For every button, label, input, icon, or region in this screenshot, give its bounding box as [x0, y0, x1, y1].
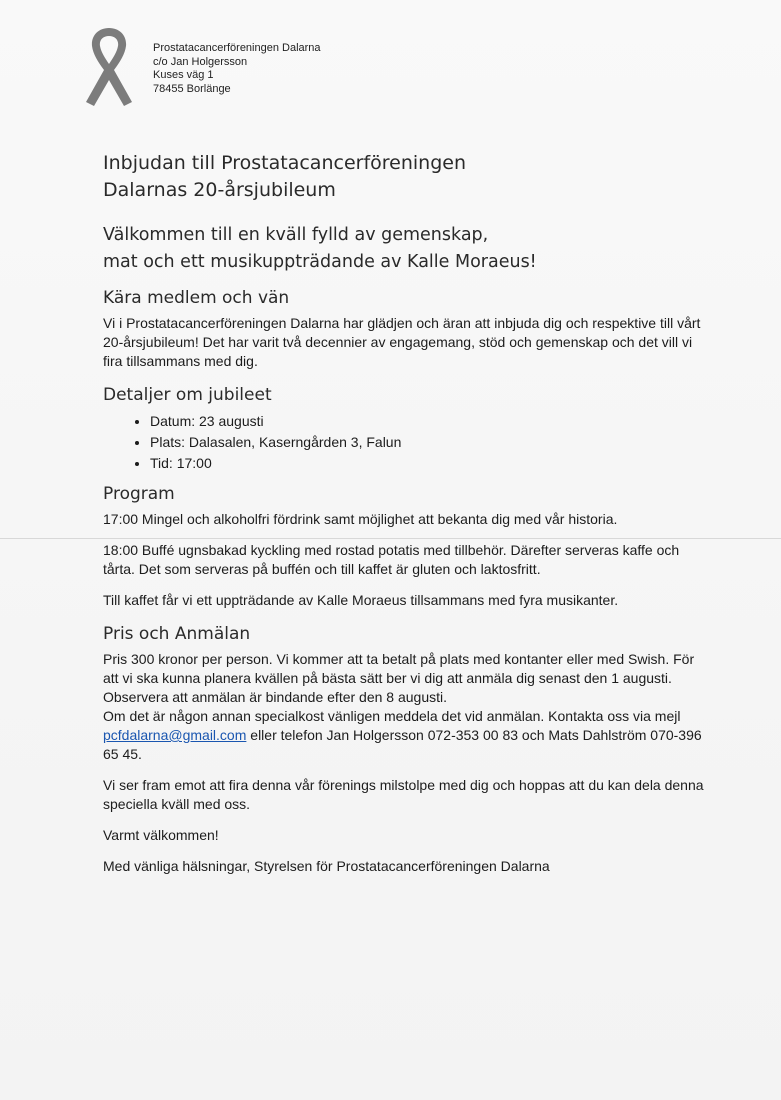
contact-text-before: Om det är någon annan specialkost vänligen meddela det vid anmälan. Kontakta oss via mejl — [103, 708, 681, 724]
welcome-lead — [103, 222, 713, 276]
program-item-buffet: 18:00 Buffé ugnsbakad kyckling med rostad potatis med tillbehör. Därefter serveras kaffe och tårta. Det som serveras på buffén och till kaffet är gluten och laktosfritt. — [103, 542, 680, 577]
contact-paragraph — [103, 707, 713, 764]
program-item-performance: Till kaffet får vi ett uppträdande av Kalle Moraeus tillsammans med fyra musikanter. — [103, 592, 619, 608]
letter-body — [103, 150, 713, 888]
title-line-1: Inbjudan till Prostatacancerföreningen — [103, 152, 466, 174]
lead-line-2: mat och ett musikuppträdande av Kalle Moraeus! — [103, 252, 537, 272]
price-paragraph: Pris 300 kronor per person. Vi kommer att ta betalt på plats med kontanter eller med Swish. För att vi ska kunna planera kvällen på bästa sätt ber vi dig att anmäla dig senast den 1 augusti. Observera att anmälan är bindande efter den 8 augusti. — [103, 651, 695, 705]
signature-line: Med vänliga hälsningar, Styrelsen för Prostatacancerföreningen Dalarna — [103, 858, 550, 874]
program-item-mingel: 17:00 Mingel och alkoholfri fördrink samt möjlighet att bekanta dig med vår historia. — [103, 511, 618, 527]
title-line-2: Dalarnas 20-årsjubileum — [103, 179, 336, 201]
closing-paragraph: Vi ser fram emot att fira denna vår förenings milstolpe med dig och hoppas att du kan dela denna speciella kväll med oss. — [103, 777, 704, 812]
program-heading: Program — [103, 484, 175, 504]
intro-paragraph: Vi i Prostatacancerföreningen Dalarna har glädjen och äran att inbjuda dig och respektive till vårt 20-årsjubileum! Det har varit två decennier av engagemang, stöd och gemenskap och det vill vi fira tillsammans med dig. — [103, 315, 701, 369]
welcome-line: Varmt välkommen! — [103, 827, 219, 843]
price-heading: Pris och Anmälan — [103, 624, 251, 644]
sender-street: Kuses väg 1 — [153, 69, 214, 81]
contact-text-after: eller telefon Jan Holgersson 072-353 00 83 och Mats Dahlström 070-396 65 45. — [103, 727, 702, 762]
sender-co: c/o Jan Holgersson — [153, 55, 248, 68]
sender-city: 78455 Borlänge — [153, 82, 231, 95]
detail-place: • Plats: Dalasalen, Kaserngården 3, Falun — [150, 432, 713, 453]
email-link[interactable]: pcfdalarna@gmail.com — [103, 727, 247, 743]
detail-time: • Tid: 17:00 — [150, 453, 713, 474]
detail-date: • Datum: 23 augusti — [150, 411, 713, 432]
details-heading: Detaljer om jubileet — [103, 385, 272, 405]
details-list — [103, 411, 713, 474]
greeting-heading: Kära medlem och vän — [103, 288, 290, 308]
letter-title — [103, 150, 713, 204]
awareness-ribbon-icon — [80, 24, 138, 108]
sender-org: Prostatacancerföreningen Dalarna — [153, 42, 321, 54]
sender-address — [153, 42, 321, 96]
lead-line-1: Välkommen till en kväll fylld av gemenskap, — [103, 225, 489, 245]
